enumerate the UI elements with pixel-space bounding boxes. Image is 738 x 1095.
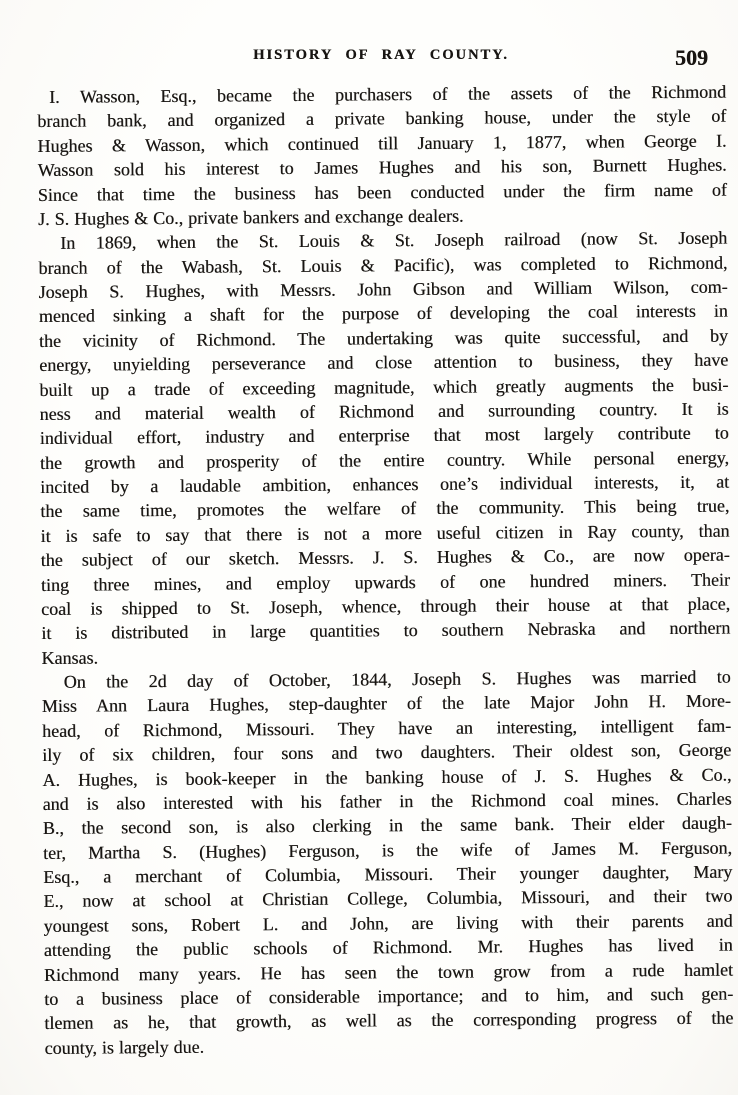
text-line: Hughes & Wasson, which continued till January 1, 1877, when George I. <box>37 130 727 156</box>
paragraph <box>37 80 727 232</box>
text-line: Miss Ann Laura Hughes, step-daughter of the late Major John H. More- <box>41 690 731 717</box>
text-line: branch of the Wabash, St. Louis & Pacific), was completed to Richmond, <box>38 252 728 278</box>
text-line: ter, Martha S. (Hughes) Ferguson, is the wife of James M. Ferguson, <box>42 837 733 863</box>
text-line: Wasson sold his interest to James Hughes and his son, Burnett Hughes. <box>37 154 727 181</box>
text-line: Esq., a merchant of Columbia, Missouri. Their younger daughter, Mary <box>43 861 733 887</box>
text-line: to a business place of considerable importance; and to him, and such gen- <box>44 983 734 1009</box>
text-line: it is safe to say that there is not a more useful citizen in Ray county, than <box>40 520 730 546</box>
text-line: B., the second son, is also clerking in the same bank. Their elder daugh- <box>42 812 732 839</box>
text-line: the subject of our sketch. Messrs. J. S. Hughes & Co., are now opera- <box>40 544 730 571</box>
page-body <box>37 80 734 1060</box>
text-line: J. S. Hughes & Co., private bankers and exchange dealers. <box>37 205 464 229</box>
text-line: Joseph S. Hughes, with Messrs. John Gibson and William Wilson, com- <box>38 276 728 302</box>
running-header-title: HISTORY OF RAY COUNTY. <box>253 47 509 63</box>
text-line: I. Wasson, Esq., became the purchasers of the assets of the Richmond <box>49 81 727 107</box>
text-line: youngest sons, Robert L. and John, are living with their parents and <box>43 910 733 936</box>
text-line: attending the public schools of Richmond. Mr. Hughes has lived in <box>43 934 733 961</box>
text-line: the vicinity of Richmond. The undertaking was quite successful, and by <box>38 325 729 351</box>
text-line: branch bank, and organized a private banking house, under the style of <box>37 105 727 132</box>
text-line: menced sinking a shaft for the purpose of developing the coal interests in <box>38 300 728 327</box>
text-line: the same time, promotes the welfare of the community. This being true, <box>40 495 730 522</box>
text-line: county, is largely due. <box>44 1036 205 1058</box>
text-line: individual effort, industry and enterprise that most largely contribute to <box>39 422 729 449</box>
text-line: coal is shipped to St. Joseph, whence, through their house at that place, <box>41 593 731 619</box>
paragraph <box>38 226 730 670</box>
text-line: Richmond many years. He has seen the town grow from a rude hamlet <box>43 959 734 985</box>
text-line: Since that time the business has been conducted under the firm name of <box>37 179 727 205</box>
text-line: E., now at school at Christian College, Columbia, Missouri, and their two <box>43 885 733 912</box>
text-line: ting three mines, and employ upwards of one hundred miners. Their <box>40 569 730 595</box>
page-number: 509 <box>675 45 708 70</box>
text-line: built up a trade of exceeding magnitude, which greatly augments the busi- <box>39 374 729 400</box>
text-line: and is also interested with his father in the Richmond coal mines. Charles <box>42 788 732 814</box>
text-line: In 1869, when the St. Louis & St. Joseph railroad (now St. Joseph <box>60 227 728 254</box>
text-line: energy, unyielding perseverance and close attention to business, they have <box>39 349 729 376</box>
text-line: A. Hughes, is book-keeper in the banking house of J. S. Hughes & Co., <box>42 764 732 790</box>
text-line: incited by a laudable ambition, enhances one’s individual interests, it, at <box>40 471 730 497</box>
text-line: head, of Richmond, Missouri. They have an interesting, intelligent fam- <box>41 715 732 741</box>
text-line: ness and material wealth of Richmond and surrounding country. It is <box>39 398 729 424</box>
paragraph <box>42 665 734 1060</box>
text-line: Kansas. <box>41 647 99 668</box>
text-line: ily of six children, four sons and two daughters. Their oldest son, George <box>42 739 732 766</box>
text-line: it is distributed in large quantities to southern Nebraska and northern <box>41 617 731 644</box>
text-line: the growth and prosperity of the entire country. While personal energy, <box>39 447 730 473</box>
text-line: On the 2d day of October, 1844, Joseph S. Hughes was married to <box>63 666 731 692</box>
text-line: tlemen as he, that growth, as well as the corresponding progress of the <box>44 1007 734 1034</box>
